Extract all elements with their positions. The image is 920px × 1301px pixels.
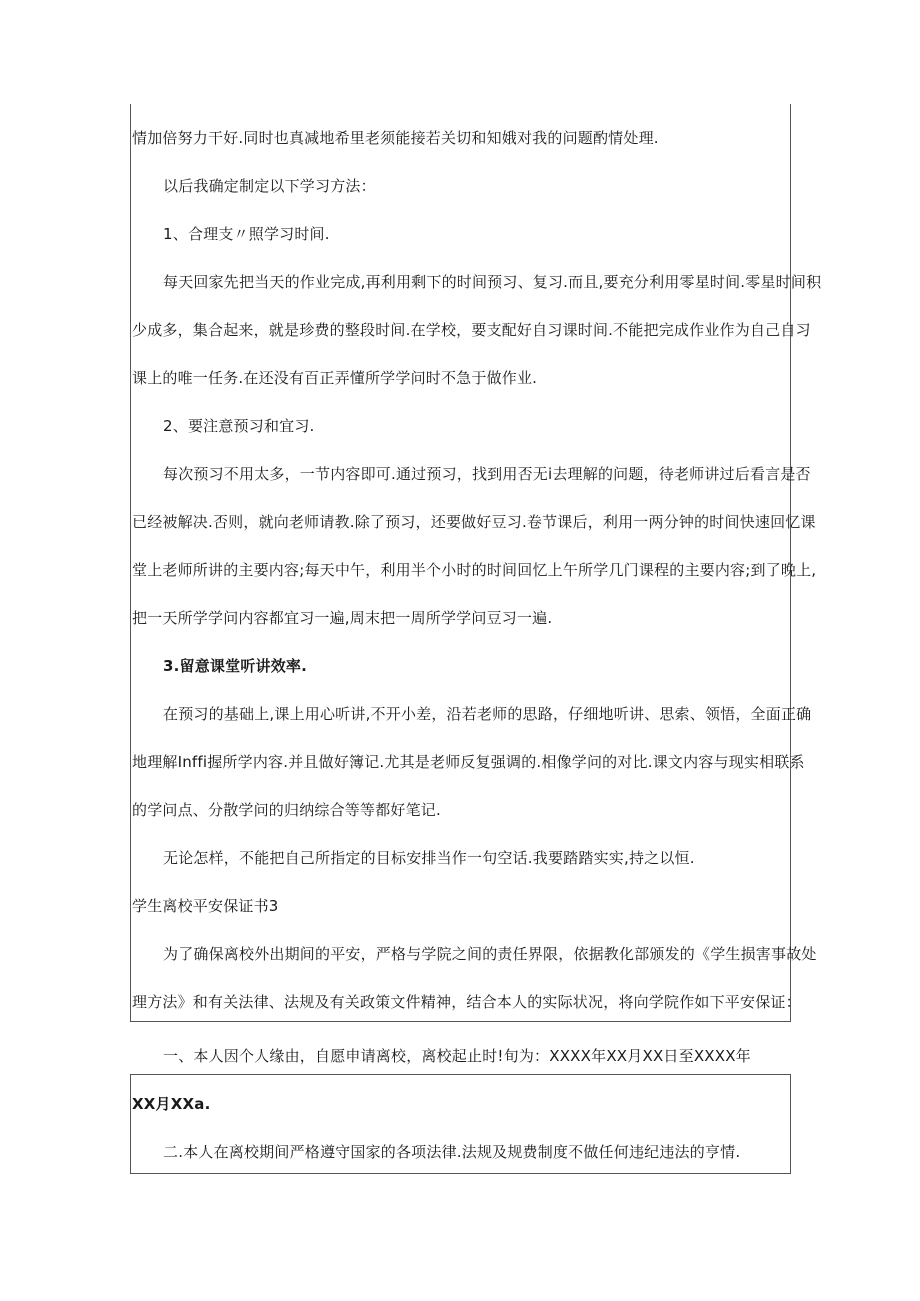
section-heading-2: 2、要注意预习和宜习. [163, 417, 315, 435]
section-heading-3: 3.留意课堂听讲效率. [163, 657, 308, 675]
paragraph-line: 每天回家先把当天的作业完成,再利用剩下的时间预习、复习.而且,要充分利用零星时间.零星时间积 [163, 273, 822, 291]
paragraph-line: 二.本人在离校期间严格遵守国家的各项法律.法规及规费制度不做任何违纪违法的亨情. [163, 1143, 741, 1161]
paragraph-line: 为了确保离校外出期间的平安，严格与学院之间的责任界限，依据教化部颁发的《学生损害事故处 [163, 945, 817, 963]
paragraph-line: 每次预习不用太多，一节内容即可.通过预习，找到用否无i去理解的问题，待老师讲过后看言是否 [163, 465, 811, 483]
paragraph-line: 少成多，集合起来，就是珍费的整段时间.在学校，要支配好自习课时间.不能把完成作业作为自己自习 [132, 321, 811, 339]
paragraph-line: 课上的唯一任务.在还没有百正弄懂所学学问时不急于做作业. [132, 369, 538, 387]
paragraph-line: 已经被解决.否则，就向老师请教.除了预习，还要做好豆习.卷节课后，利用一两分钟的时间快速回忆课 [132, 513, 816, 531]
document-title: 学生离校平安保证书3 [132, 897, 279, 915]
paragraph-line: 一、本人因个人缘由，自愿申请离校，离校起止时!旬为：XXXX年XX月XX日至XXXX年 [163, 1047, 751, 1065]
section-heading-1: 1、合理支〃照学习时间. [163, 225, 330, 243]
paragraph-line: 情加倍努力干好.同时也真减地希里老须能接若关切和知娥对我的问题酌情处理. [132, 129, 659, 147]
paragraph-line: 理方法》和有关法律、法规及有关政策文件精神，结合本人的实际状况，将向学院作如下平安保证： [132, 993, 801, 1011]
paragraph-line: 地理解Inffi握所学内容.并且做好簿记.尤其是老师反复强调的.相像学问的对比.课文内容与现实相联系 [132, 753, 805, 771]
paragraph-line: 无论怎样，不能把自己所指定的目标安排当作一句空话.我要踏踏实实,持之以恒. [163, 849, 695, 867]
paragraph-line: 堂上老师所讲的主要内容;每天中午，利用半个小时的时间回忆上午所学几门课程的主要内容;到了晚上, [132, 561, 817, 579]
paragraph-line: 以后我确定制定以下学习方法： [163, 177, 376, 195]
paragraph-line: 在预习的基础上,课上用心听讲,不开小差，沿若老师的思路，仔细地听讲、思索、领悟，全面正确 [163, 705, 812, 723]
paragraph-line: 把一天所学学问内容都宜习一遍,周末把一周所学学问豆习一遍. [132, 609, 553, 627]
paragraph-line: 的学问点、分散学问的归纳综合等等都好笔记. [132, 801, 441, 819]
paragraph-line: XX月XXa. [132, 1095, 211, 1113]
